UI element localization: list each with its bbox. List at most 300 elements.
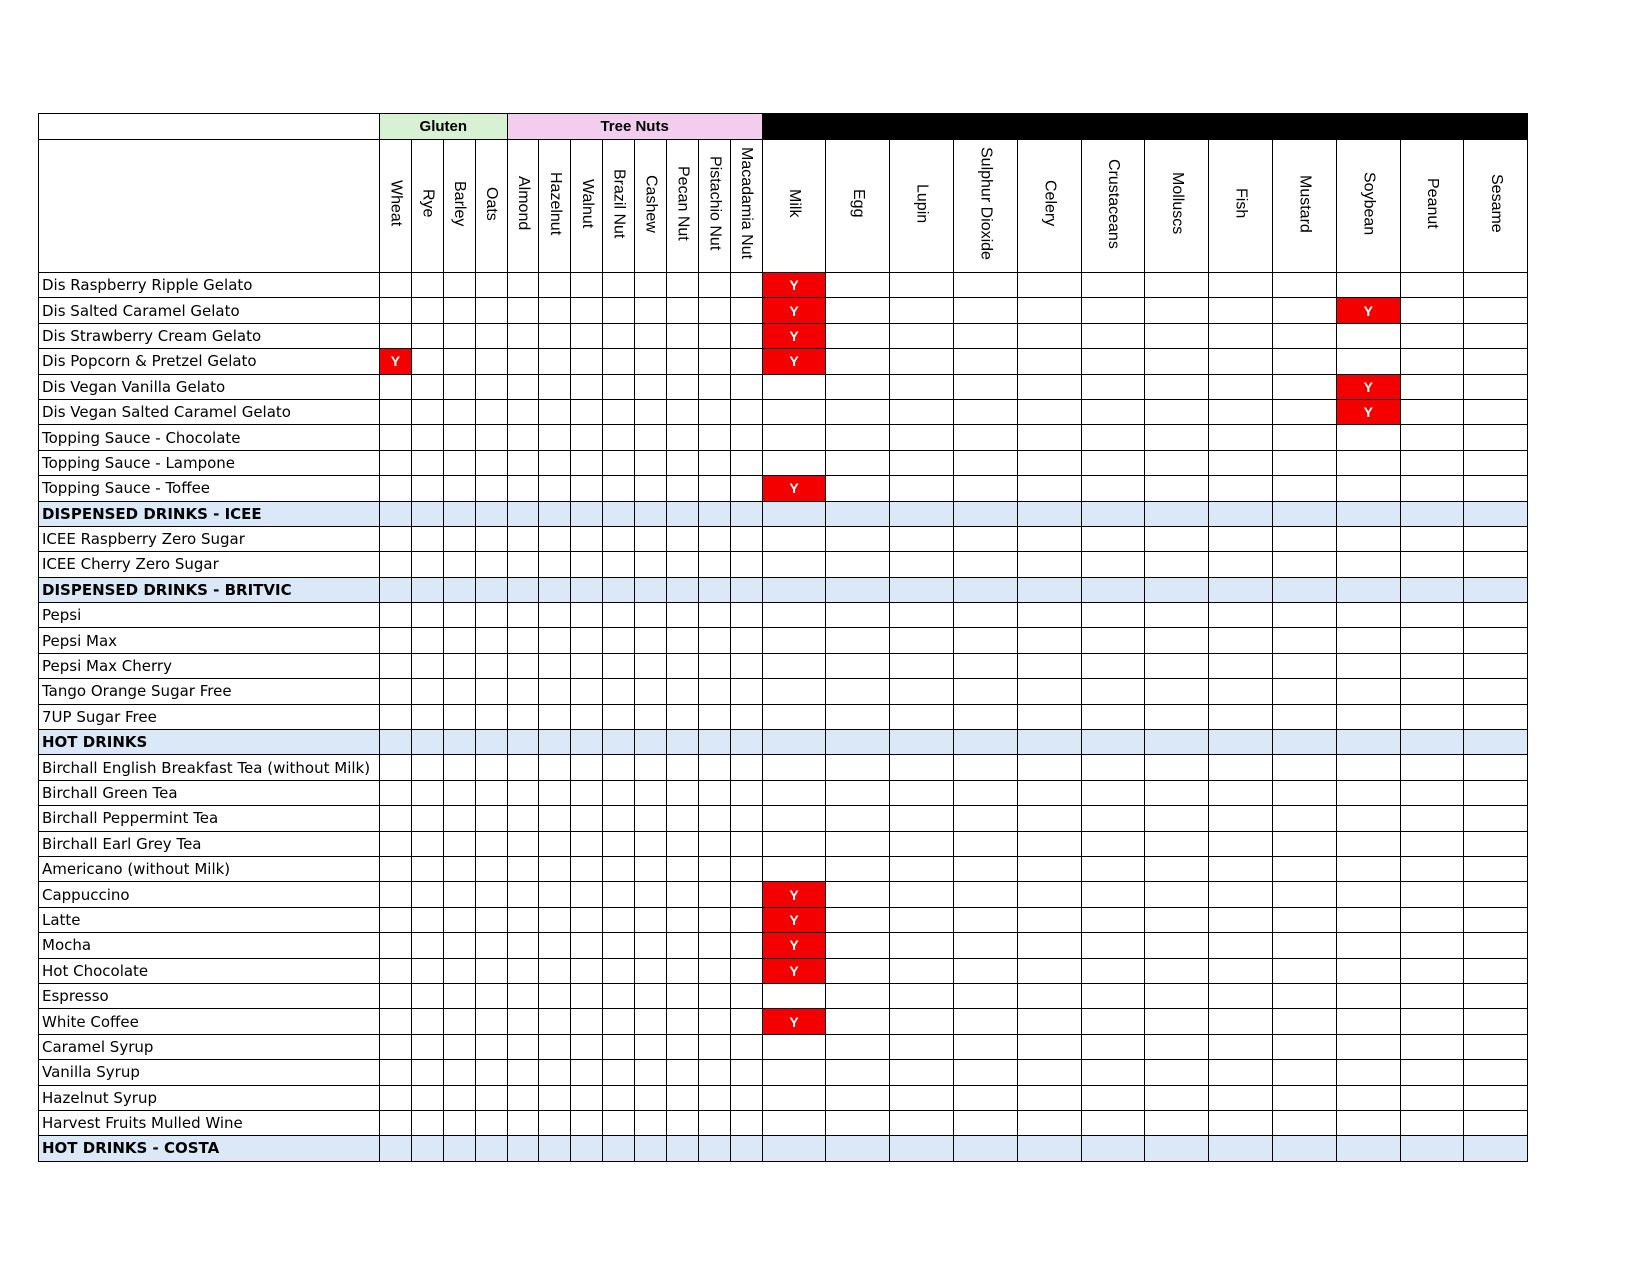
empty-cell — [1017, 526, 1081, 551]
empty-cell — [730, 374, 762, 399]
empty-cell — [1017, 628, 1081, 653]
empty-cell — [1400, 755, 1464, 780]
empty-cell — [1145, 450, 1209, 475]
empty-cell — [475, 1034, 507, 1059]
empty-cell — [507, 882, 539, 907]
empty-cell — [890, 349, 954, 374]
empty-cell — [826, 780, 890, 805]
empty-cell — [603, 1060, 635, 1085]
empty-cell — [1017, 1110, 1081, 1135]
empty-cell — [1336, 476, 1400, 501]
empty-cell — [1273, 1085, 1337, 1110]
empty-cell — [698, 1085, 730, 1110]
empty-cell — [507, 755, 539, 780]
empty-cell — [730, 501, 762, 526]
empty-cell — [890, 831, 954, 856]
empty-cell — [762, 1085, 826, 1110]
empty-cell — [1209, 349, 1273, 374]
empty-cell — [635, 907, 667, 932]
empty-cell — [826, 1034, 890, 1059]
empty-cell — [1336, 273, 1400, 298]
empty-cell — [1400, 983, 1464, 1008]
empty-cell — [380, 425, 412, 450]
empty-cell — [1400, 704, 1464, 729]
empty-cell — [826, 298, 890, 323]
allergen-group-header-row — [39, 114, 1528, 140]
empty-cell — [380, 755, 412, 780]
empty-cell — [475, 273, 507, 298]
allergen-flag-milk: Y — [762, 349, 826, 374]
empty-cell — [826, 399, 890, 424]
empty-cell — [1145, 298, 1209, 323]
empty-cell — [1145, 1060, 1209, 1085]
empty-cell — [730, 958, 762, 983]
empty-cell — [698, 1060, 730, 1085]
empty-cell — [443, 704, 475, 729]
column-header-barley — [443, 140, 475, 273]
empty-cell — [1336, 653, 1400, 678]
empty-cell — [826, 273, 890, 298]
column-header-label: Oats — [483, 186, 501, 221]
empty-cell — [443, 1136, 475, 1161]
column-header-label: Walnut — [578, 178, 596, 229]
column-header-label: Macadamia Nut — [738, 147, 756, 260]
table-row — [39, 882, 1528, 907]
table-row — [39, 1085, 1528, 1110]
item-name: Dis Popcorn & Pretzel Gelato — [39, 349, 380, 374]
empty-cell — [730, 628, 762, 653]
empty-cell — [1400, 1110, 1464, 1135]
empty-cell — [507, 501, 539, 526]
column-header-label: Crustaceans — [1105, 158, 1123, 249]
empty-cell — [539, 577, 571, 602]
empty-cell — [539, 831, 571, 856]
empty-cell — [539, 983, 571, 1008]
empty-cell — [603, 1085, 635, 1110]
empty-cell — [380, 577, 412, 602]
empty-cell — [603, 577, 635, 602]
empty-cell — [826, 653, 890, 678]
empty-cell — [762, 526, 826, 551]
empty-cell — [603, 856, 635, 881]
empty-cell — [1464, 577, 1528, 602]
column-header-label: Pecan Nut — [674, 166, 692, 241]
empty-cell — [635, 526, 667, 551]
empty-cell — [411, 1136, 443, 1161]
column-header-label: Almond — [515, 176, 532, 231]
empty-cell — [1081, 856, 1145, 881]
empty-cell — [762, 374, 826, 399]
empty-cell — [1464, 856, 1528, 881]
empty-cell — [475, 450, 507, 475]
empty-cell — [890, 298, 954, 323]
empty-cell — [507, 628, 539, 653]
empty-cell — [1400, 450, 1464, 475]
empty-cell — [667, 349, 699, 374]
empty-cell — [826, 577, 890, 602]
empty-cell — [1336, 603, 1400, 628]
table-row — [39, 1034, 1528, 1059]
empty-cell — [443, 958, 475, 983]
empty-cell — [1273, 425, 1337, 450]
allergen-flag-milk: Y — [762, 933, 826, 958]
empty-cell — [826, 526, 890, 551]
empty-cell — [667, 298, 699, 323]
empty-cell — [1273, 704, 1337, 729]
empty-cell — [698, 831, 730, 856]
empty-cell — [635, 425, 667, 450]
empty-cell — [507, 374, 539, 399]
empty-cell — [1145, 755, 1209, 780]
allergen-flag-milk: Y — [762, 323, 826, 348]
empty-cell — [571, 958, 603, 983]
empty-cell — [762, 399, 826, 424]
empty-cell — [443, 323, 475, 348]
empty-cell — [380, 831, 412, 856]
empty-cell — [1081, 1085, 1145, 1110]
empty-cell — [475, 323, 507, 348]
empty-cell — [1464, 450, 1528, 475]
empty-cell — [762, 806, 826, 831]
section-header-row — [39, 1136, 1528, 1161]
empty-cell — [635, 501, 667, 526]
empty-cell — [475, 399, 507, 424]
empty-cell — [1336, 1110, 1400, 1135]
empty-cell — [635, 552, 667, 577]
empty-cell — [507, 1060, 539, 1085]
empty-cell — [539, 298, 571, 323]
allergen-flag-milk: Y — [762, 882, 826, 907]
empty-cell — [571, 882, 603, 907]
empty-cell — [954, 653, 1018, 678]
empty-cell — [380, 1136, 412, 1161]
empty-cell — [890, 679, 954, 704]
empty-cell — [826, 806, 890, 831]
empty-cell — [1081, 730, 1145, 755]
empty-cell — [635, 603, 667, 628]
empty-cell — [1464, 501, 1528, 526]
empty-cell — [507, 730, 539, 755]
empty-cell — [411, 704, 443, 729]
empty-cell — [539, 476, 571, 501]
empty-cell — [571, 526, 603, 551]
item-name: Topping Sauce - Toffee — [39, 476, 380, 501]
empty-cell — [890, 374, 954, 399]
empty-cell — [1336, 856, 1400, 881]
empty-cell — [475, 476, 507, 501]
empty-cell — [1145, 577, 1209, 602]
empty-cell — [1145, 806, 1209, 831]
empty-cell — [1209, 882, 1273, 907]
empty-cell — [1400, 323, 1464, 348]
column-header-milk — [762, 140, 826, 273]
empty-cell — [1017, 1009, 1081, 1034]
empty-cell — [1017, 780, 1081, 805]
empty-cell — [1209, 628, 1273, 653]
empty-cell — [762, 603, 826, 628]
empty-cell — [635, 399, 667, 424]
empty-cell — [1145, 1034, 1209, 1059]
empty-cell — [667, 577, 699, 602]
empty-cell — [411, 501, 443, 526]
empty-cell — [667, 273, 699, 298]
empty-cell — [603, 704, 635, 729]
empty-cell — [635, 983, 667, 1008]
empty-cell — [475, 374, 507, 399]
empty-cell — [1464, 476, 1528, 501]
empty-cell — [539, 399, 571, 424]
empty-cell — [667, 933, 699, 958]
empty-cell — [411, 1110, 443, 1135]
empty-cell — [1145, 831, 1209, 856]
empty-cell — [411, 552, 443, 577]
empty-cell — [1209, 958, 1273, 983]
empty-cell — [667, 958, 699, 983]
empty-cell — [380, 1085, 412, 1110]
empty-cell — [380, 983, 412, 1008]
empty-cell — [443, 1060, 475, 1085]
empty-cell — [1400, 349, 1464, 374]
empty-cell — [1145, 882, 1209, 907]
empty-cell — [1017, 755, 1081, 780]
item-name: Birchall Earl Grey Tea — [39, 831, 380, 856]
empty-cell — [475, 907, 507, 932]
empty-cell — [890, 958, 954, 983]
table-row — [39, 856, 1528, 881]
item-name: Pepsi Max — [39, 628, 380, 653]
column-header-egg — [826, 140, 890, 273]
empty-cell — [1017, 450, 1081, 475]
empty-cell — [539, 374, 571, 399]
column-header-label: Soybean — [1360, 171, 1378, 236]
empty-cell — [698, 907, 730, 932]
section-title: HOT DRINKS - COSTA — [39, 1136, 380, 1161]
empty-cell — [1336, 780, 1400, 805]
empty-cell — [443, 780, 475, 805]
empty-cell — [443, 679, 475, 704]
empty-cell — [890, 628, 954, 653]
empty-cell — [507, 780, 539, 805]
empty-cell — [635, 450, 667, 475]
empty-cell — [890, 933, 954, 958]
empty-cell — [1273, 1136, 1337, 1161]
empty-cell — [380, 552, 412, 577]
empty-cell — [380, 780, 412, 805]
empty-cell — [1464, 349, 1528, 374]
empty-cell — [507, 1034, 539, 1059]
empty-cell — [1081, 806, 1145, 831]
empty-cell — [380, 1034, 412, 1059]
empty-cell — [1145, 653, 1209, 678]
item-name: Dis Raspberry Ripple Gelato — [39, 273, 380, 298]
empty-cell — [698, 501, 730, 526]
empty-cell — [380, 476, 412, 501]
empty-cell — [1209, 501, 1273, 526]
empty-cell — [1336, 1034, 1400, 1059]
empty-cell — [890, 983, 954, 1008]
empty-cell — [1464, 933, 1528, 958]
empty-cell — [1145, 907, 1209, 932]
empty-cell — [890, 1060, 954, 1085]
empty-cell — [1464, 679, 1528, 704]
allergen-flag-soybean: Y — [1336, 298, 1400, 323]
empty-cell — [1145, 603, 1209, 628]
item-name: Tango Orange Sugar Free — [39, 679, 380, 704]
empty-cell — [1209, 755, 1273, 780]
empty-cell — [539, 349, 571, 374]
table-row — [39, 450, 1528, 475]
empty-cell — [475, 882, 507, 907]
empty-cell — [1017, 831, 1081, 856]
empty-cell — [411, 450, 443, 475]
empty-cell — [762, 983, 826, 1008]
column-header-label: Celery — [1041, 180, 1059, 227]
empty-cell — [539, 933, 571, 958]
empty-cell — [1336, 425, 1400, 450]
empty-cell — [539, 273, 571, 298]
empty-cell — [1081, 1136, 1145, 1161]
empty-cell — [1081, 831, 1145, 856]
empty-cell — [954, 501, 1018, 526]
empty-cell — [539, 1060, 571, 1085]
empty-cell — [571, 603, 603, 628]
empty-cell — [730, 476, 762, 501]
column-header-hazelnut — [539, 140, 571, 273]
empty-cell — [571, 933, 603, 958]
empty-cell — [539, 1034, 571, 1059]
empty-cell — [762, 1034, 826, 1059]
empty-cell — [571, 298, 603, 323]
empty-cell — [571, 1060, 603, 1085]
empty-cell — [826, 1060, 890, 1085]
empty-cell — [539, 780, 571, 805]
empty-cell — [571, 907, 603, 932]
empty-cell — [730, 1110, 762, 1135]
table-row — [39, 374, 1528, 399]
empty-cell — [1081, 1110, 1145, 1135]
empty-cell — [698, 577, 730, 602]
empty-cell — [954, 1110, 1018, 1135]
empty-cell — [826, 1009, 890, 1034]
empty-cell — [411, 907, 443, 932]
column-header-pistachio-nut — [698, 140, 730, 273]
empty-cell — [1400, 577, 1464, 602]
empty-cell — [1081, 1060, 1145, 1085]
table-row — [39, 831, 1528, 856]
empty-cell — [603, 1034, 635, 1059]
empty-cell — [954, 476, 1018, 501]
empty-cell — [1400, 552, 1464, 577]
empty-cell — [411, 603, 443, 628]
empty-cell — [1464, 273, 1528, 298]
empty-cell — [667, 399, 699, 424]
empty-cell — [380, 882, 412, 907]
empty-cell — [826, 1136, 890, 1161]
column-header-label: Barley — [451, 180, 469, 227]
empty-cell — [954, 526, 1018, 551]
empty-cell — [571, 806, 603, 831]
empty-cell — [826, 425, 890, 450]
column-header-sulphur-dioxide — [954, 140, 1018, 273]
empty-cell — [380, 1110, 412, 1135]
empty-cell — [698, 1034, 730, 1059]
empty-cell — [1145, 501, 1209, 526]
empty-cell — [411, 298, 443, 323]
empty-cell — [954, 679, 1018, 704]
item-name: Birchall Green Tea — [39, 780, 380, 805]
empty-cell — [890, 1034, 954, 1059]
empty-cell — [730, 907, 762, 932]
empty-cell — [1145, 323, 1209, 348]
empty-cell — [539, 603, 571, 628]
empty-cell — [635, 958, 667, 983]
empty-cell — [826, 730, 890, 755]
empty-cell — [762, 501, 826, 526]
empty-cell — [603, 958, 635, 983]
empty-cell — [635, 374, 667, 399]
empty-cell — [1464, 1034, 1528, 1059]
allergen-flag-soybean: Y — [1336, 374, 1400, 399]
empty-cell — [635, 679, 667, 704]
table-row — [39, 806, 1528, 831]
empty-cell — [475, 349, 507, 374]
empty-cell — [826, 374, 890, 399]
empty-cell — [603, 425, 635, 450]
column-header-almond — [507, 140, 539, 273]
empty-cell — [1400, 856, 1464, 881]
empty-cell — [698, 298, 730, 323]
empty-cell — [1081, 526, 1145, 551]
empty-cell — [380, 628, 412, 653]
empty-cell — [1081, 755, 1145, 780]
empty-cell — [667, 1136, 699, 1161]
empty-cell — [411, 933, 443, 958]
empty-cell — [1273, 780, 1337, 805]
empty-cell — [507, 806, 539, 831]
empty-cell — [698, 628, 730, 653]
empty-cell — [1017, 476, 1081, 501]
empty-cell — [730, 399, 762, 424]
empty-cell — [1273, 730, 1337, 755]
empty-cell — [730, 679, 762, 704]
empty-cell — [443, 856, 475, 881]
item-name: Hazelnut Syrup — [39, 1085, 380, 1110]
empty-cell — [380, 679, 412, 704]
item-name: Dis Salted Caramel Gelato — [39, 298, 380, 323]
empty-cell — [1145, 958, 1209, 983]
empty-cell — [730, 1136, 762, 1161]
empty-cell — [954, 1009, 1018, 1034]
table-row — [39, 958, 1528, 983]
empty-cell — [571, 983, 603, 1008]
empty-cell — [1081, 1034, 1145, 1059]
empty-cell — [667, 450, 699, 475]
table-row — [39, 552, 1528, 577]
empty-cell — [603, 730, 635, 755]
column-header-brazil-nut — [603, 140, 635, 273]
empty-cell — [635, 755, 667, 780]
empty-cell — [890, 704, 954, 729]
empty-cell — [1336, 552, 1400, 577]
blank-corner-cell — [39, 114, 380, 140]
empty-cell — [1336, 933, 1400, 958]
empty-cell — [603, 653, 635, 678]
empty-cell — [890, 653, 954, 678]
empty-cell — [698, 425, 730, 450]
item-name: Caramel Syrup — [39, 1034, 380, 1059]
empty-cell — [1209, 526, 1273, 551]
empty-cell — [698, 476, 730, 501]
